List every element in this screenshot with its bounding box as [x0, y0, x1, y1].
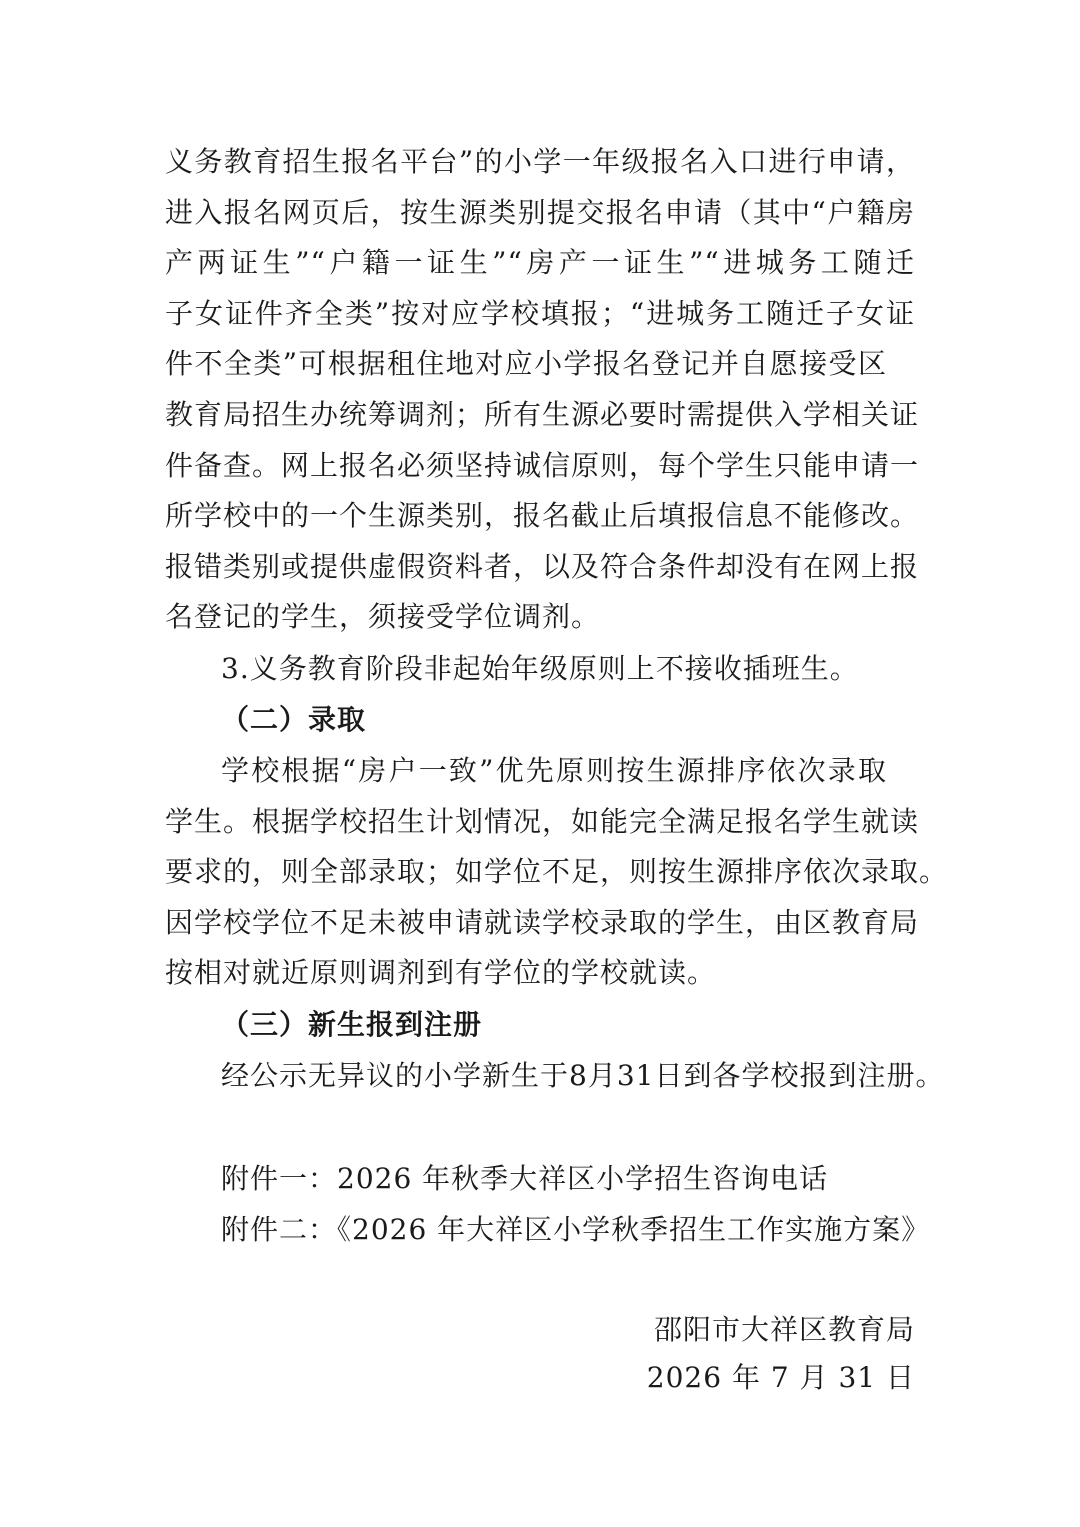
attachment-item: 附件二：《2026 年大祥区小学秋季招生工作实施方案》: [221, 1213, 931, 1246]
paragraph-line: 子女证件齐全类”按对应学校填报；“进城务工随迁子女证: [165, 297, 915, 330]
paragraph-line: 学生。根据学校招生计划情况，如能完全满足报名学生就读: [165, 805, 920, 838]
attachment-item: 附件一：2026 年秋季大祥区小学招生咨询电话: [221, 1162, 829, 1195]
paragraph-line: 按相对就近原则调剂到有学位的学校就读。: [165, 956, 717, 989]
signature-date: 2026 年 7 月 31 日: [646, 1361, 915, 1394]
paragraph-line: 经公示无异议的小学新生于8月31日到各学校报到注册。: [221, 1059, 945, 1092]
section-heading: （二）录取: [221, 703, 367, 736]
paragraph-line: 件备查。网上报名必须坚持诚信原则，每个学生只能申请一: [165, 449, 920, 482]
paragraph-line: 要求的，则全部录取；如学位不足，则按生源排序依次录取。: [165, 855, 949, 888]
list-item: 3.义务教育阶段非起始年级原则上不接收插班生。: [221, 652, 859, 685]
signature-organization: 邵阳市大祥区教育局: [653, 1313, 915, 1346]
paragraph-line: 教育局招生办统筹调剂；所有生源必要时需提供入学相关证: [165, 398, 920, 431]
section-heading: （三）新生报到注册: [221, 1008, 483, 1041]
paragraph-line: 因学校学位不足未被申请就读学校录取的学生，由区教育局: [165, 906, 920, 939]
paragraph-line: 进入报名网页后，按生源类别提交报名申请（其中“户籍房: [165, 196, 915, 229]
paragraph-line: 名登记的学生，须接受学位调剂。: [165, 600, 601, 633]
paragraph-line: 所学校中的一个生源类别，报名截止后填报信息不能修改。: [165, 499, 920, 532]
paragraph-line: 学校根据“房户一致”优先原则按生源排序依次录取: [221, 754, 887, 787]
paragraph-line: 报错类别或提供虚假资料者，以及符合条件却没有在网上报: [165, 550, 920, 583]
paragraph-line: 义务教育招生报名平台”的小学一年级报名入口进行申请，: [165, 145, 915, 178]
paragraph-line: 件不全类”可根据租住地对应小学报名登记并自愿接受区: [165, 347, 887, 380]
paragraph-line: 产两证生”“户籍一证生”“房产一证生”“进城务工随迁: [165, 246, 915, 279]
